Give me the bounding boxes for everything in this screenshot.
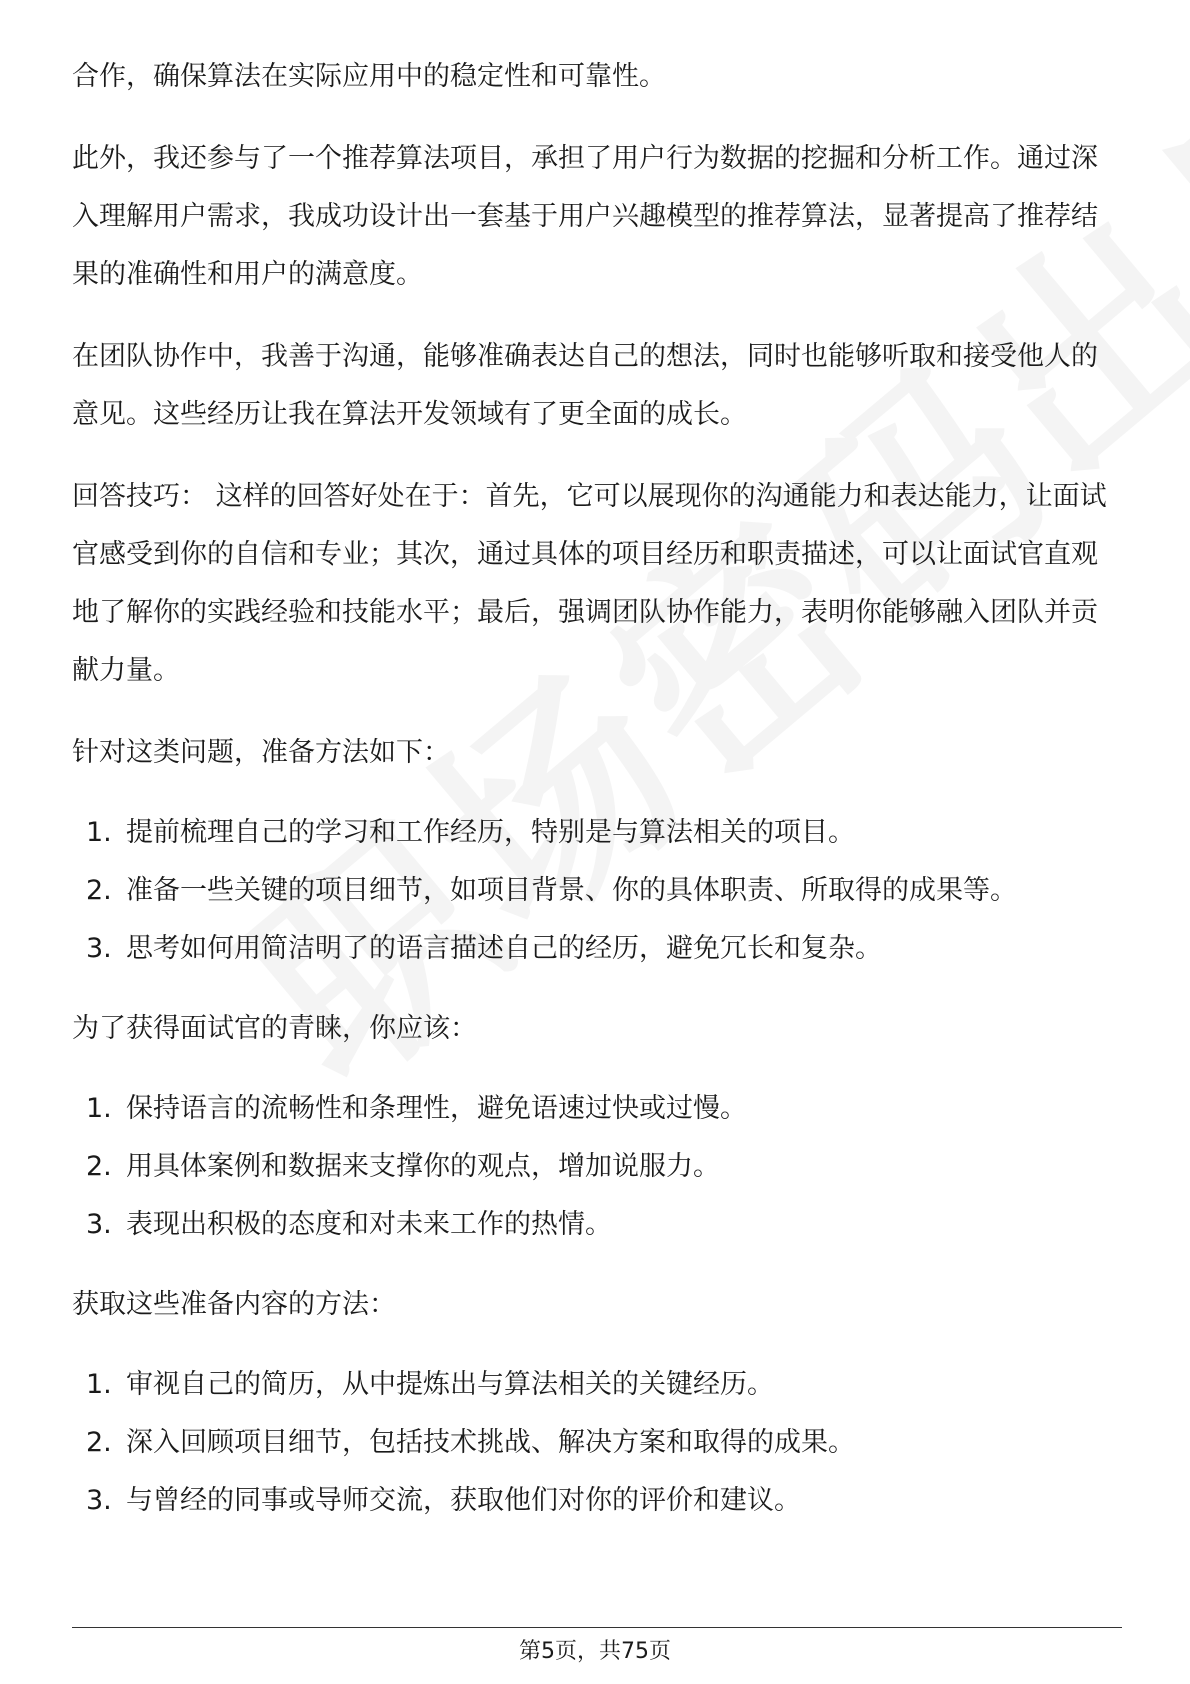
list-sources [72,1356,1122,1530]
list-item-number: 1. [86,817,112,848]
list-item [72,804,1122,862]
section-heading-impress: 为了获得面试官的青睐，你应该： [72,1013,477,1044]
list-item-text: 表现出积极的态度和对未来工作的热情。 [126,1209,612,1240]
list-item-text: 思考如何用简洁明了的语言描述自己的经历，避免冗长和复杂。 [126,933,882,964]
paragraph-answer-tips: 回答技巧： 这样的回答好处在于：首先，它可以展现你的沟通能力和表达能力，让面试官感受到你的自信和专业；其次，通过具体的项目经历和职责描述，可以让面试官直观地了解你的实践经验和技能水平；最后，强调团队协作能力，表明你能够融入团队并贡献力量。 [72,481,1107,686]
paragraph-recommendation-project: 此外，我还参与了一个推荐算法项目，承担了用户行为数据的挖掘和分析工作。通过深入理解用户需求，我成功设计出一套基于用户兴趣模型的推荐算法，显著提高了推荐结果的准确性和用户的满意度。 [72,143,1098,290]
list-item-number: 2. [86,1151,112,1182]
list-item [72,862,1122,920]
list-item [72,1196,1122,1254]
section-heading-sources: 获取这些准备内容的方法： [72,1289,396,1320]
list-item [72,1356,1122,1414]
footer-divider [72,1627,1122,1628]
list-item [72,1138,1122,1196]
paragraph-continuation: 合作，确保算法在实际应用中的稳定性和可靠性。 [72,61,666,92]
list-item-text: 深入回顾项目细节，包括技术挑战、解决方案和取得的成果。 [126,1427,855,1458]
section-heading-preparation: 针对这类问题，准备方法如下： [72,737,450,768]
list-impress [72,1080,1122,1254]
page-content [72,48,1122,1552]
list-item [72,1080,1122,1138]
page-number: 第5页，共75页 [519,1639,671,1664]
list-item-text: 与曾经的同事或导师交流，获取他们对你的评价和建议。 [126,1485,801,1516]
list-item [72,920,1122,978]
list-item [72,1472,1122,1530]
list-item-number: 1. [86,1093,112,1124]
list-item-text: 用具体案例和数据来支撑你的观点，增加说服力。 [126,1151,720,1182]
list-item-text: 提前梳理自己的学习和工作经历，特别是与算法相关的项目。 [126,817,855,848]
list-item-number: 1. [86,1369,112,1400]
list-item-text: 准备一些关键的项目细节，如项目背景、你的具体职责、所取得的成果等。 [126,875,1017,906]
list-item-number: 3. [86,933,112,964]
list-item-number: 3. [86,1209,112,1240]
list-item-number: 2. [86,1427,112,1458]
list-preparation [72,804,1122,978]
list-item-text: 审视自己的简历，从中提炼出与算法相关的关键经历。 [126,1369,774,1400]
list-item-text: 保持语言的流畅性和条理性，避免语速过快或过慢。 [126,1093,747,1124]
list-item-number: 3. [86,1485,112,1516]
list-item [72,1414,1122,1472]
list-item-number: 2. [86,875,112,906]
paragraph-teamwork: 在团队协作中，我善于沟通，能够准确表达自己的想法，同时也能够听取和接受他人的意见。这些经历让我在算法开发领域有了更全面的成长。 [72,341,1098,430]
